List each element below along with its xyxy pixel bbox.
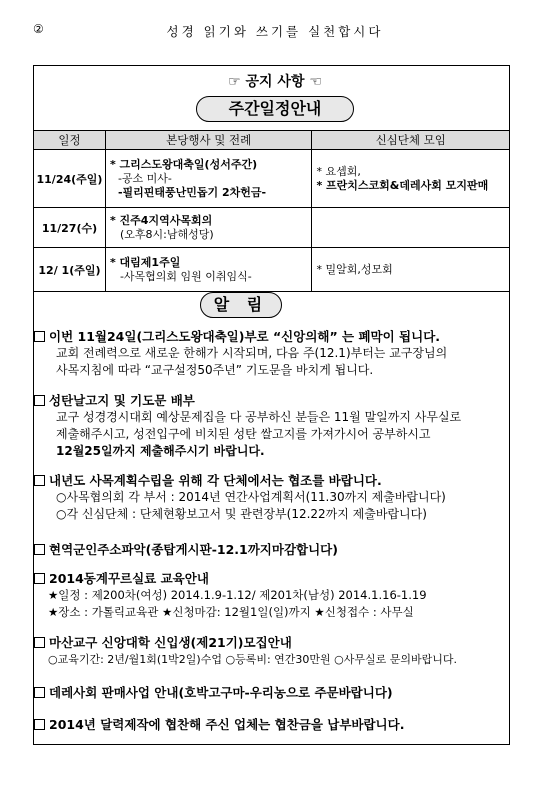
- event-line: * 진주4지역사목회의: [109, 213, 213, 227]
- alerts-title: 알 림: [200, 292, 282, 318]
- section-title: 성탄날고지 및 기도문 배부: [49, 393, 195, 408]
- row-groups: [312, 150, 510, 208]
- section-line: 교회 전례력으로 새로운 한해가 시작되며, 다음 주(12.1)부터는 교구장님의: [56, 346, 448, 360]
- event-line: (오후8시:남해성당): [119, 227, 214, 241]
- row-events: [105, 248, 312, 292]
- event-line: -공소 미사-: [117, 171, 172, 185]
- row-events: [105, 208, 312, 248]
- checkbox-icon: [34, 637, 45, 648]
- notice-title: ☞ 공지 사항 ☜: [228, 74, 322, 90]
- notice-section: [34, 328, 509, 379]
- section-title: 2014년 달력제작에 협찬해 주신 업체는 협찬금을 납부바랍니다.: [49, 717, 405, 732]
- event-line: -필리핀태풍난민돕기 2차헌금-: [117, 185, 267, 199]
- schedule-row: [34, 150, 510, 208]
- notice-section: [34, 392, 509, 460]
- row-date: 12/ 1(주일): [34, 248, 106, 292]
- event-line: -사목협의회 임원 이취임식-: [119, 269, 252, 283]
- section-line: 사목지침에 따라 “교구설정50주년” 기도문을 바치게 됩니다.: [56, 363, 374, 377]
- schedule-row: [34, 248, 510, 292]
- section-line: ○각 신심단체 : 단체현황보고서 및 관련장부(12.22까지 제출바랍니다): [56, 507, 427, 521]
- notice-section: [34, 684, 509, 701]
- schedule-table: [33, 130, 510, 292]
- section-line: 제출해주시고, 성전입구에 비치된 성탄 쌀고지를 가져가시어 공부하시고: [56, 427, 431, 441]
- section-title: 데레사회 판매사업 안내(호박고구마-우리농으로 주문바랍니다): [49, 685, 393, 700]
- header-date: 일정: [34, 131, 106, 150]
- section-title: 마산교구 신앙대학 신입생(제21기)모집안내: [49, 635, 292, 650]
- event-line: * 대림제1주일: [109, 255, 181, 269]
- checkbox-icon: [34, 544, 45, 555]
- group-line: * 요셉회,: [316, 164, 361, 178]
- checkbox-icon: [34, 687, 45, 698]
- schedule-row: [34, 208, 510, 248]
- section-line: ○교육기간: 2년/월1회(1박2일)수업 ○등록비: 연간30만원 ○사무실로 문의바랍니다.: [48, 653, 457, 666]
- row-groups: [312, 248, 510, 292]
- section-line: 12월25일까지 제출해주시기 바랍니다.: [56, 444, 265, 458]
- row-events: [105, 150, 312, 208]
- section-title: 현역군인주소파악(종탑게시판-12.1까지마감합니다): [49, 542, 338, 557]
- header-groups: 신심단체 모임: [312, 131, 510, 150]
- notice-section: [34, 541, 509, 558]
- row-date: 11/27(수): [34, 208, 106, 248]
- notice-section: [34, 716, 509, 733]
- schedule-header-row: [34, 131, 510, 150]
- checkbox-icon: [34, 573, 45, 584]
- notice-section: [34, 570, 509, 621]
- header-events: 본당행사 및 전례: [105, 131, 312, 150]
- header-motto: 성경 읽기와 쓰기를 실천합시다: [166, 24, 384, 39]
- section-title: 내년도 사목계획수립을 위해 각 단체에서는 협조를 바랍니다.: [49, 473, 382, 488]
- section-line: ★장소 : 가톨릭교육관 ★신청마감: 12월1일(일)까지 ★신청접수 : 사무실: [48, 605, 414, 619]
- page-number: ②: [33, 22, 44, 36]
- row-groups: [312, 208, 510, 248]
- weekly-schedule-title: 주간일정안내: [196, 96, 354, 122]
- group-line: * 밀알회,성모회: [316, 262, 393, 276]
- checkbox-icon: [34, 331, 45, 342]
- checkbox-icon: [34, 719, 45, 730]
- checkbox-icon: [34, 395, 45, 406]
- checkbox-icon: [34, 475, 45, 486]
- section-line: ★일정 : 제200차(여성) 2014.1.9-1.12/ 제201차(남성) 2014.1.16-1.19: [48, 588, 427, 602]
- section-title: 이번 11월24일(그리스도왕대축일)부로 “신앙의해” 는 폐막이 됩니다.: [49, 329, 441, 344]
- section-title: 2014동계꾸르실료 교육안내: [49, 571, 209, 586]
- row-date: 11/24(주일): [34, 150, 106, 208]
- group-line: * 프란치스코회&데레사회 모지판매: [316, 178, 489, 192]
- event-line: * 그리스도왕대축일(성서주간): [109, 157, 258, 171]
- notice-section: [34, 472, 509, 523]
- section-line: 교구 성경경시대회 예상문제집을 다 공부하신 분들은 11월 말일까지 사무실로: [56, 410, 462, 424]
- section-line: ○사목협의회 각 부서 : 2014년 연간사업계획서(11.30까지 제출바랍니다): [56, 490, 446, 504]
- notice-section: [34, 634, 509, 668]
